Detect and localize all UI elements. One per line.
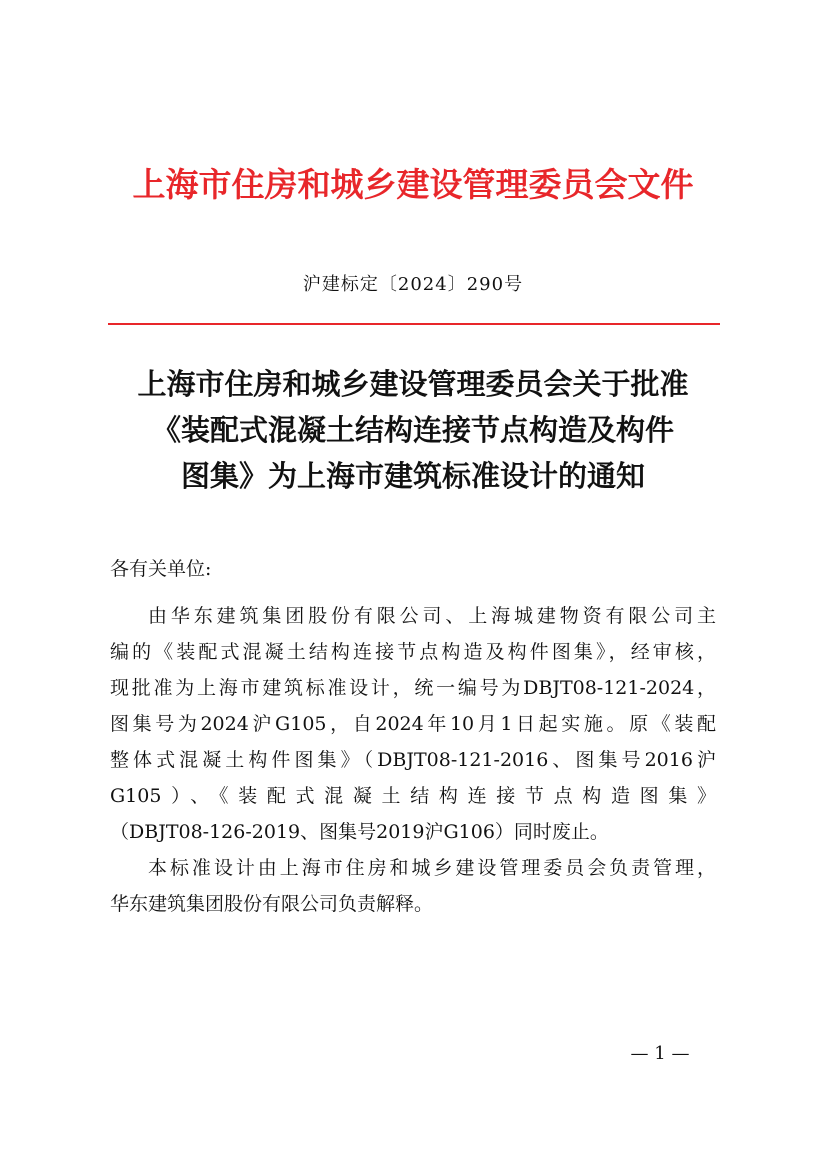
notice-title: [90, 361, 736, 499]
paragraph-line: （DBJT08-126-2019、图集号2019沪G106）同时废止。: [110, 821, 609, 843]
paragraph-line: 本标准设计由上海市住房和城乡建设管理委员会负责管理，: [148, 857, 716, 879]
notice-title-line: 上海市住房和城乡建设管理委员会关于批准: [137, 367, 689, 401]
notice-title-line: 《装配式混凝土结构连接节点构造及构件: [151, 413, 674, 447]
paragraph-line: 编的《装配式混凝土结构连接节点构造及构件图集》，经审核，: [110, 641, 716, 663]
paragraph-line: 由华东建筑集团股份有限公司、上海城建物资有限公司主: [148, 605, 716, 627]
paragraph-line: G105）、《装配式混凝土结构连接节点构造图集》: [110, 785, 716, 807]
document-header-title: 上海市住房和城乡建设管理委员会文件: [132, 165, 694, 204]
document-number: 沪建标定〔2024〕290号: [302, 274, 524, 295]
paragraph-line: 整体式混凝土构件图集》（DBJT08-121-2016、图集号2016沪: [110, 749, 716, 771]
page-number: — 1 —: [630, 1043, 690, 1064]
addressee: 各有关单位:: [110, 558, 212, 580]
red-divider-line: [108, 323, 720, 325]
paragraph-line: 华东建筑集团股份有限公司负责解释。: [110, 893, 434, 915]
body-text: [110, 598, 716, 922]
paragraph-line: 图集号为2024沪G105，自2024年10月1日起实施。原《装配: [110, 713, 716, 735]
paragraph-line: 现批准为上海市建筑标准设计，统一编号为DBJT08-121-2024，: [110, 677, 716, 699]
notice-title-line: 图集》为上海市建筑标准设计的通知: [180, 459, 645, 493]
